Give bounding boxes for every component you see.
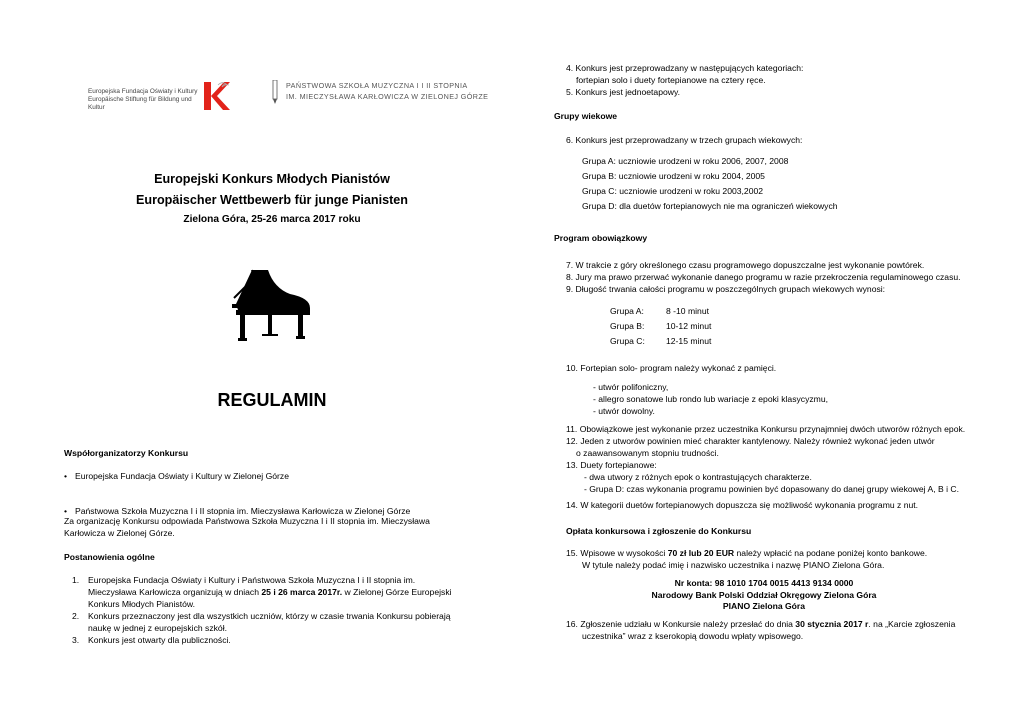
duration-time: 8 -10 minut <box>666 306 709 316</box>
paragraph-12-cont: o zaawansowanym stopniu trudności. <box>576 448 719 458</box>
p16-part: 16. Zgłoszenie udziału w Konkursie należy przesłać do dnia <box>566 619 796 629</box>
duration-group: Grupa A: <box>610 306 644 316</box>
item-number: 3. <box>72 635 80 645</box>
durations-table <box>554 305 1024 347</box>
title-german: Europäischer Wettbewerb für junge Pianisten <box>136 193 408 207</box>
paragraph-15 <box>554 547 986 571</box>
bank-name: Narodowy Bank Polski Oddział Okręgowy Zielona Góra <box>651 589 877 600</box>
paragraph-16 <box>554 618 986 642</box>
p16-line: uczestnika” wraz z kserokopią dowodu wpłaty wpisowego. <box>582 631 804 641</box>
paragraph-8: 8. Jury ma prawo przerwać wykonanie danego programu w razie przekroczenia regulaminowego czasu. <box>566 272 961 282</box>
regulamin-heading: REGULAMIN <box>217 390 327 410</box>
age-groups-list <box>554 155 1002 212</box>
item-text-part: w Zielonej Górze Europejski <box>342 587 452 597</box>
grand-piano-icon <box>230 268 314 342</box>
p15-line <box>566 547 986 559</box>
p16-line <box>566 618 986 630</box>
school-name-line2: IM. MIECZYSŁAWA KARŁOWICZA W ZIELONEJ GÓRZE <box>286 92 489 101</box>
item-number: 1. <box>72 575 80 585</box>
account-holder: PIANO Zielona Góra <box>722 601 806 611</box>
item-text: Europejska Fundacja Oświaty i Kultury i Państwowa Szkoła Muzyczna I i II stopnia im. <box>88 575 416 585</box>
item-text: Konkurs Młodych Pianistów. <box>88 599 195 609</box>
coorganizers-heading: Współorganizatorzy Konkursu <box>64 448 189 458</box>
organization-line: Za organizację Konkursu odpowiada Państwowa Szkoła Muzyczna I i II stopnia im. Mieczysława <box>64 516 430 526</box>
paragraph-11: 11. Obowiązkowe jest wykonanie przez uczestnika Konkursu przynajmniej dwóch utworów różnych epok. <box>566 424 966 434</box>
duration-group: Grupa C: <box>610 336 645 346</box>
paragraph-10: 10. Fortepian solo- program należy wykonać z pamięci. <box>566 363 777 373</box>
p4-line: fortepian solo i duety fortepianowe na cztery ręce. <box>576 75 766 85</box>
duet-item: - dwa utwory z różnych epok o kontrastujących charakterze. <box>584 472 812 482</box>
foundation-k-icon <box>204 80 230 110</box>
age-group-item: Grupa B: uczniowie urodzeni w roku 2004, 2005 <box>582 171 765 181</box>
duration-row <box>610 320 1024 332</box>
solo-program-list <box>554 381 1013 417</box>
application-deadline: 30 stycznia 2017 r <box>795 619 869 629</box>
duration-row <box>610 305 1024 317</box>
paragraph-6: 6. Konkurs jest przeprowadzany w trzech grupach wiekowych: <box>566 135 803 145</box>
program-heading: Program obowiązkowy <box>554 233 648 243</box>
entry-fee: 70 zł lub 20 EUR <box>667 548 735 558</box>
general-list <box>64 574 460 646</box>
bank-details <box>554 578 974 613</box>
general-item-1 <box>64 574 460 610</box>
duration-group: Grupa B: <box>610 321 645 331</box>
item-text: naukę w jednej z europejskich szkół. <box>88 623 228 633</box>
foundation-name-pl: Europejska Fundacja Oświaty i Kultury <box>88 88 198 95</box>
foundation-logo <box>88 74 238 110</box>
organization-note <box>64 515 460 539</box>
coorganizer-item: • Państwowa Szkoła Muzyczna I i II stopnia im. Mieczysława Karłowicza w Zielonej Górze <box>64 505 471 517</box>
paragraph-9: 9. Długość trwania całości programu w poszczególnych grupach wiekowych wynosi: <box>566 284 886 294</box>
program-rules <box>554 259 986 295</box>
duration-row <box>610 335 1024 347</box>
age-group-item: Grupa A: uczniowie urodzeni w roku 2006, 2007, 2008 <box>582 156 789 166</box>
item-text <box>88 586 460 598</box>
school-logo-text <box>286 80 488 102</box>
school-name-line1: PAŃSTWOWA SZKOŁA MUZYCZNA I I II STOPNIA <box>286 81 468 90</box>
age-groups-heading: Grupy wiekowe <box>554 111 618 121</box>
paragraph-5: 5. Konkurs jest jednoetapowy. <box>566 87 681 97</box>
general-item-3 <box>64 634 460 646</box>
paragraph-4 <box>554 62 974 98</box>
item-text: Konkurs jest otwarty dla publiczności. <box>88 635 231 645</box>
paragraph-14: 14. W kategorii duetów fortepianowych dopuszcza się możliwość wykonania programu z nut. <box>566 500 919 510</box>
bank-account-number: Nr konta: 98 1010 1704 0015 4413 9134 0000 <box>674 578 854 588</box>
duration-time: 10-12 minut <box>666 321 712 331</box>
fee-heading: Opłata konkursowa i zgłoszenie do Konkursu <box>566 526 752 536</box>
duration-time: 12-15 minut <box>666 336 712 346</box>
place-date: Zielona Góra, 25-26 marca 2017 roku <box>183 214 361 225</box>
duet-item: - Grupa D: czas wykonania programu powinien być dopasowany do danej grupy wiekowej A, B i C. <box>584 484 959 494</box>
solo-program-item: - utwór dowolny. <box>593 406 655 416</box>
foundation-logo-text <box>88 88 206 112</box>
organization-line: Karłowicza w Zielonej Górze. <box>64 528 175 538</box>
solo-program-item: - allegro sonatowe lub rondo lub wariacje z epoki klasycyzmu, <box>593 394 829 404</box>
age-group-item: Grupa D: dla duetów fortepianowych nie ma ograniczeń wiekowych <box>582 201 838 211</box>
p16-part: . na „Karcie zgłoszenia <box>868 619 956 629</box>
p4-line: 4. Konkurs jest przeprowadzany w następujących kategoriach: <box>566 63 804 73</box>
item-text: Konkurs przeznaczony jest dla wszystkich uczniów, którzy w czasie trwania Konkursu pobierają <box>88 611 451 621</box>
p15-part: 15. Wpisowe w wysokości <box>566 548 668 558</box>
general-item-2 <box>64 610 460 634</box>
event-dates: 25 i 26 marca 2017r. <box>261 587 343 597</box>
paragraph-7: 7. W trakcie z góry określonego czasu programowego dopuszczalne jest wykonanie powtórek. <box>566 260 925 270</box>
paragraph-13: 13. Duety fortepianowe: <box>566 460 657 470</box>
school-logo <box>272 78 489 106</box>
p15-line: W tytule należy podać imię i nazwisko uczestnika i nazwę PIANO Zielona Góra. <box>582 560 885 570</box>
coorganizer-item: • Europejska Fundacja Oświaty i Kultury w Zielonej Górze <box>64 470 471 482</box>
pencil-icon <box>272 80 278 104</box>
title-polish: Europejski Konkurs Młodych Pianistów <box>154 172 390 186</box>
general-heading: Postanowienia ogólne <box>64 552 155 562</box>
item-text-part: Mieczysława Karłowicza organizują w dniach <box>88 587 262 597</box>
age-group-item: Grupa C: uczniowie urodzeni w roku 2003,2002 <box>582 186 764 196</box>
solo-program-item: - utwór polifoniczny, <box>593 382 669 392</box>
rules-11-14 <box>554 423 986 511</box>
item-number: 2. <box>72 611 80 621</box>
foundation-name-de: Europäische Stiftung für Bildung und Kultur <box>88 96 192 111</box>
paragraph-12: 12. Jeden z utworów powinien mieć charakter kantylenowy. Należy również wykonać jeden utwór <box>566 436 935 446</box>
p15-part: należy wpłacić na podane poniżej konto bankowe. <box>734 548 928 558</box>
